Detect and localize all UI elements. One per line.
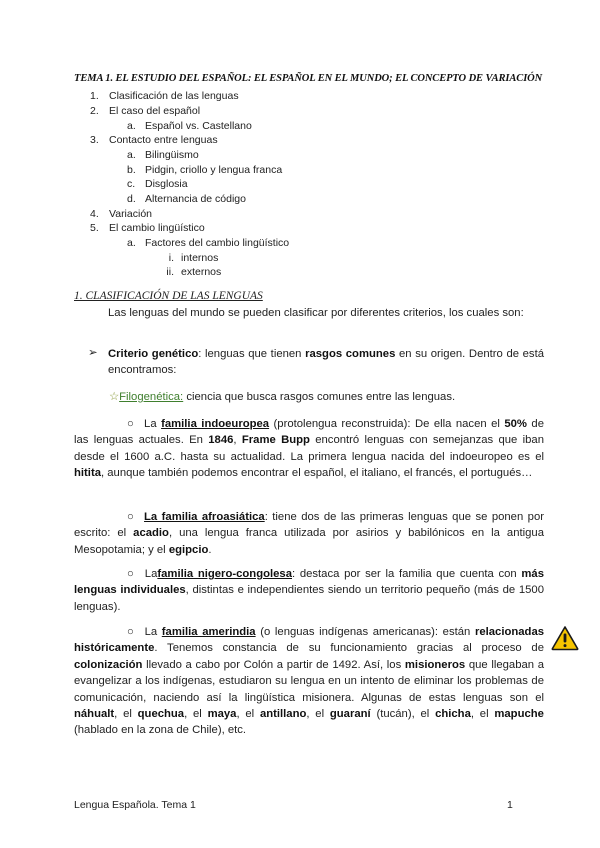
toc-subitem: a. (127, 149, 136, 161)
niger-family-name: familia nigero-congolesa (157, 568, 292, 580)
toc-item-label: El caso del español (109, 105, 201, 117)
criterio-bold: rasgos comunes (305, 348, 396, 360)
bullet-icon: ○ (127, 418, 136, 430)
amer-text: (o lenguas indígenas americanas): están (255, 626, 475, 638)
afro-text: , una lengua franca utilizada por asirios y babilónicos en la antigua Mesopotamia; y el (74, 527, 544, 556)
afro-text: : tiene dos de las primeras lenguas que se ponen por escrito: el (74, 511, 545, 540)
indoeuropea-paragraph (74, 416, 544, 482)
toc-subitem-label: Disglosia (145, 178, 188, 190)
amer-bold: maya (207, 708, 237, 721)
afro-bold: acadio (133, 527, 169, 540)
niger-text: , distintas e independientes siendo un territorio pequeño (más de 1500 lenguas). (74, 584, 544, 613)
indo-bold: hitita (74, 467, 101, 480)
indo-text: (protolengua reconstruida): De ella nacen el (269, 418, 505, 430)
toc-subitem-label: Bilingüismo (145, 149, 199, 161)
star-icon: ☆ (109, 391, 120, 403)
amer-text: llevado a cabo por Colón a partir de 1492. Así, los (142, 658, 405, 671)
toc-subitem-label: Factores del cambio lingüístico (145, 237, 290, 249)
amer-bold: misioneros (404, 658, 466, 671)
indo-family-name: familia indoeuropea (161, 418, 270, 430)
amer-text: (tucán), el (370, 708, 436, 721)
amer-text: , el (114, 708, 138, 721)
toc-subitem-label: Español vs. Castellano (145, 120, 252, 132)
toc-subitem: c. (127, 178, 136, 190)
amer-bold: relacionadas históricamente (74, 626, 545, 655)
indo-bold: 50% (504, 418, 527, 430)
amer-text: , el (306, 708, 330, 721)
niger-bold: más lenguas individuales (74, 568, 544, 597)
arrow-bullet-icon: ➢ (88, 347, 98, 359)
filogenetica-link[interactable]: Filogenética: (119, 391, 184, 403)
amer-bold: náhualt (74, 708, 115, 721)
toc-item-label: Contacto entre lenguas (109, 134, 218, 146)
indo-text: de las lenguas actuales. En (74, 418, 544, 447)
section-heading: 1. CLASIFICACIÓN DE LAS LENGUAS (74, 290, 263, 302)
toc-item: 5. (90, 222, 99, 234)
amer-text: , el (470, 708, 495, 721)
criterio-text: : lenguas que tienen (198, 348, 306, 360)
amer-family-name: familia amerindia (161, 626, 256, 638)
indo-text: , (233, 434, 242, 447)
toc-item: 1. (90, 90, 99, 102)
amer-text: (hablado en la zona de Chile), etc. (74, 724, 247, 737)
document-title: TEMA 1. EL ESTUDIO DEL ESPAÑOL: EL ESPAÑOL EN EL MUNDO; EL CONCEPTO DE VARIACIÓN (74, 73, 543, 84)
amer-text: . Tenemos constancia de su funcionamiento gracias al proceso de (154, 642, 544, 655)
toc-subitem: a. (127, 120, 136, 132)
criterio-label: Criterio genético (108, 348, 199, 360)
amer-bold: quechua (137, 708, 185, 721)
amer-bold: antillano (259, 708, 307, 721)
afroasiatica-paragraph (74, 509, 544, 558)
toc-item-label: Clasificación de las lenguas (109, 90, 239, 102)
afro-text: . (208, 543, 212, 556)
afro-bold: egipcio (168, 543, 209, 556)
toc-subitem-label: Alternancia de código (145, 193, 246, 205)
section-intro: Las lenguas del mundo se pueden clasificar por diferentes criterios, los cuales son: (108, 307, 524, 319)
nigero-congolesa-paragraph (74, 566, 544, 615)
indo-text: encontró lenguas con semejanzas que iban desde el 1600 a.C. hasta su actualidad. La primera lengua nacida del indoeuropeo es el (74, 434, 544, 463)
bullet-icon: ○ (127, 568, 136, 580)
indo-text: La (144, 418, 162, 430)
niger-text: La (144, 568, 158, 580)
bullet-icon: ○ (127, 511, 136, 523)
page-number: 1 (507, 799, 513, 811)
toc-item-label: El cambio lingüístico (109, 222, 205, 234)
amer-bold: mapuche (494, 708, 544, 721)
indo-text: , aunque también podemos encontrar el español, el italiano, el francés, el portugués… (101, 467, 533, 480)
amer-text: , el (236, 708, 260, 721)
criterio-text: en su origen. Dentro de está encontramos: (108, 348, 544, 377)
indo-bold: Frame Bupp (241, 434, 310, 447)
toc-item: 4. (90, 208, 99, 220)
toc-subsubitem-label: internos (181, 252, 219, 264)
niger-text: : destaca por ser la familia que cuenta con (292, 568, 522, 580)
toc-subsubitem: i. (168, 252, 174, 264)
footer-text: Lengua Española. Tema 1 (74, 799, 196, 811)
amerindia-paragraph (74, 624, 544, 739)
amer-text: que llegaban a evangelizar a los indígenas, estudiaron su lengua en un intento de eliminar los problemas de comunicación, naciendo así la lingüística misionera. Algunas de estas lenguas son el (74, 658, 544, 704)
criterio-genetico-paragraph (108, 346, 544, 379)
amer-bold: chicha (435, 708, 471, 721)
toc-item-label: Variación (109, 208, 152, 220)
amer-bold: colonización (74, 658, 143, 671)
toc-subitem: a. (127, 237, 136, 249)
toc-subsubitem-label: externos (181, 266, 222, 278)
toc-subitem: b. (127, 164, 136, 176)
toc-subitem: d. (127, 193, 136, 205)
amer-text: , el (184, 708, 208, 721)
toc-item: 2. (90, 105, 99, 117)
toc-subitem-label: Pidgin, criollo y lengua franca (145, 164, 283, 176)
amer-text: La (144, 626, 162, 638)
bullet-icon: ○ (127, 626, 136, 638)
afro-family-name: La familia afroasiática (144, 511, 265, 523)
indo-bold: 1846 (208, 434, 234, 447)
filogenetica-line (109, 390, 455, 403)
warning-icon (551, 625, 579, 651)
amer-bold: guaraní (329, 708, 371, 721)
filogenetica-text: ciencia que busca rasgos comunes entre las lenguas. (183, 391, 456, 403)
toc-subsubitem: ii. (166, 266, 174, 278)
toc-item: 3. (90, 134, 99, 146)
